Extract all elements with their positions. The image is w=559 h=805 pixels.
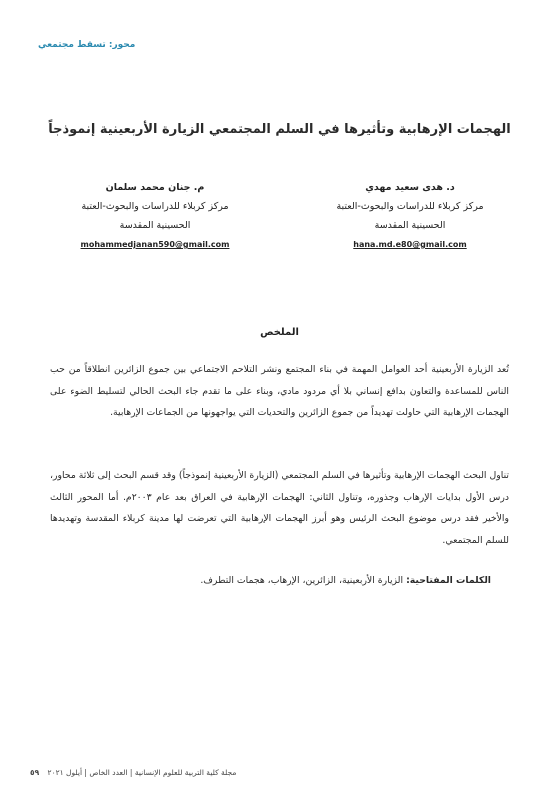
author-affiliation: مركز كربلاء للدراسات والبحوث-العتبة (336, 201, 484, 212)
author-name: م. جنان محمد سلمان (105, 182, 205, 193)
author-email-link[interactable]: hana.md.e80@gmail.com (353, 240, 467, 249)
author-affiliation-line-2: الحسينية المقدسة (119, 220, 191, 231)
abstract-paragraph: تناول البحث الهجمات الإرهابية وتأثيرها في السلم المجتمعي (الزيارة الأربعينية إنموذجاً) وقد قسم البحث إلى ثلاثة محاور، درس الأول بدايات الإرهاب وجذوره، وتناول الثاني: الهجمات الإرهابية في العراق بعد عام ٢٠٠٣م. أما المحور الثالث والأخير فقد درس موضوع البحث الرئيس وهو أبرز الهجمات الإرهابية التي تعرضت لها مدينة كربلاء المقدسة وتهديدها للسلم المجتمعي. (50, 470, 509, 546)
keywords-label: الكلمات المفتاحية: (406, 575, 491, 587)
running-head: محور: تسقط مجتمعي (38, 40, 136, 50)
journal-info: مجلة كلية التربية للعلوم الإنسانية | العدد الخاص | أيلول ٢٠٢١ (47, 768, 237, 777)
abstract-heading: الملخص (260, 327, 299, 338)
author-block-1 (310, 178, 510, 254)
paper-title: الهجمات الإرهابية وتأثيرها في السلم المجتمعي الزيارة الأربعينية إنموذجاً (48, 122, 511, 137)
page-number: ٥٩ (30, 768, 40, 777)
keywords-line (50, 570, 491, 592)
author-name: د. هدى سعيد مهدي (365, 182, 455, 193)
author-email-link[interactable]: mohammedjanan590@gmail.com (80, 240, 230, 249)
author-block-2 (55, 178, 255, 254)
page-footer (30, 768, 236, 777)
abstract-paragraph: تُعد الزيارة الأربعينية أحد العوامل المهمة في بناء المجتمع ونشر التلاحم الاجتماعي بين جموع الزائرين انطلاقاً من حب الناس للمساعدة والتعاون بدافع إنساني بلا أي مردود مادي، وبناء على ما تقدم جاء البحث الحالي لتسليط الضوء على الهجمات الإرهابية التي حاولت تهديداً من جموع الزائرين والتحديات التي يواجهونها من الجماعات الإرهابية. (50, 364, 509, 419)
author-affiliation: مركز كربلاء للدراسات والبحوث-العتبة (81, 201, 229, 212)
keywords-list: الزيارة الأربعينية، الزائرين، الإرهاب، هجمات التطرف. (200, 575, 404, 587)
author-affiliation-line-2: الحسينية المقدسة (374, 220, 446, 231)
